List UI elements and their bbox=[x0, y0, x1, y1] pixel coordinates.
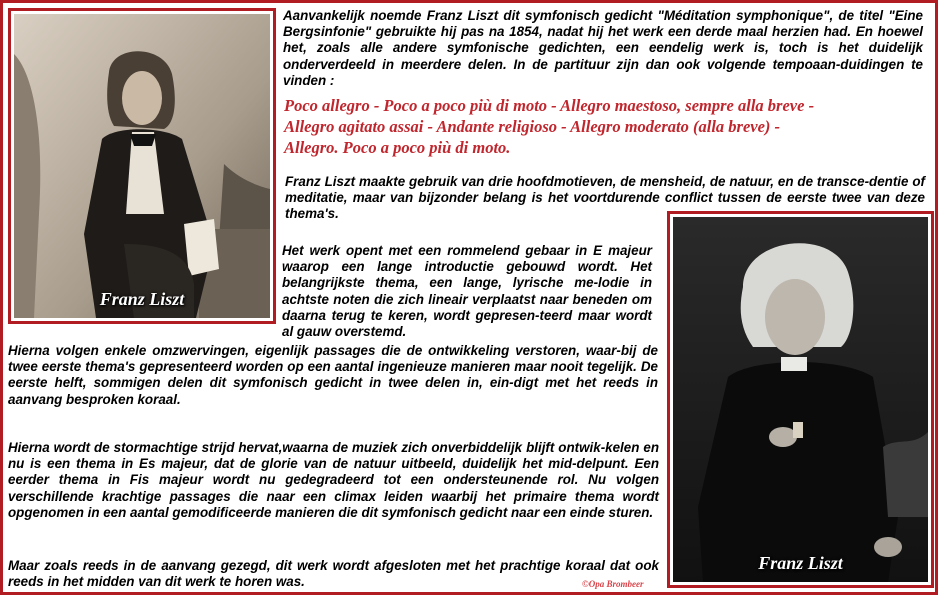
tempo-indications bbox=[284, 95, 909, 158]
portrait-young-liszt-illustration bbox=[14, 14, 270, 318]
tempo-line-3: Allegro. Poco a poco più di moto. bbox=[284, 138, 511, 157]
wanderings-paragraph: Hierna volgen enkele omzwervingen, eigenlijk passages die de ontwikkeling verstoren, waar-bij de twee eerste thema's gepresenteerd worden op een aantal ingenieuze manieren maar nooit tegelijk. De eerste helft, sommigen delen dit symfonisch gedicht in twee delen in, ein-digt met het reeds in aanvang besproken koraal. bbox=[8, 343, 658, 407]
copyright-mark: ©Opa Brombeer bbox=[582, 579, 644, 589]
opening-paragraph: Het werk opent met een rommelend gebaar in E majeur waarop een lange introductie gebouwd wordt. Het belangrijkste thema, een lange, lyrische me-lodie in achtste noten die zich lineair verplaatst naar beneden om daarna terug te keren, wordt gepresen-teerd maar wordt al gauw overstemd. bbox=[282, 243, 652, 340]
portrait-young-liszt-image bbox=[14, 14, 270, 318]
closing-paragraph: Maar zoals reeds in de aanvang gezegd, dit werk wordt afgesloten met het prachtige koraal dat ook reeds in het midden van dit werk te horen was. bbox=[8, 558, 659, 590]
portrait-old-liszt bbox=[667, 211, 934, 588]
motives-paragraph: Franz Liszt maakte gebruik van drie hoofdmotieven, de mensheid, de natuur, en de transce-dentie of meditatie, maar van bijzonder belang is het voortdurende conflict tussen de eerste twee van deze thema's. bbox=[285, 174, 925, 222]
tempo-line-1: Poco allegro - Poco a poco più di moto - Allegro maestoso, sempre alla breve - bbox=[284, 96, 815, 115]
intro-paragraph: Aanvankelijk noemde Franz Liszt dit symfonisch gedicht "Méditation symphonique", de titel "Eine Bergsinfonie" gebruikte hij pas na 1854, nadat hij het werk een derde maal herzien had. En hoewel het, zoals alle andere symfonische gedichten, een eendelig werk is, toch is het duidelijk onderverdeeld in meerdere delen. In de partituur zijn dan ook volgende tempoaan-duidingen te vinden : bbox=[283, 8, 923, 88]
struggle-paragraph: Hierna wordt de stormachtige strijd hervat,waarna de muziek zich onverbiddelijk blijft ontwik-kelen en nu is een thema in Es majeur, dat de glorie van de natuur uitbeeld, duidelijk het mid-delpunt. Een eerder thema in Fis majeur wordt nu gedegradeerd tot een ondersteunende rol. Nu volgen verschillende krachtige passages die naar een climax leiden waarbij het primaire thema wordt opgenomen in een aantal gemodificeerde manieren die dit symfonisch gedicht naar een einde sturen. bbox=[8, 440, 659, 520]
portrait-old-liszt-image bbox=[673, 217, 928, 582]
portrait-right-caption: Franz Liszt bbox=[758, 553, 843, 573]
portrait-left-caption: Franz Liszt bbox=[99, 289, 185, 309]
tempo-line-2: Allegro agitato assai - Andante religioso - Allegro moderato (alla breve) - bbox=[284, 117, 781, 136]
portrait-old-liszt-illustration bbox=[673, 217, 928, 582]
portrait-young-liszt bbox=[8, 8, 276, 324]
